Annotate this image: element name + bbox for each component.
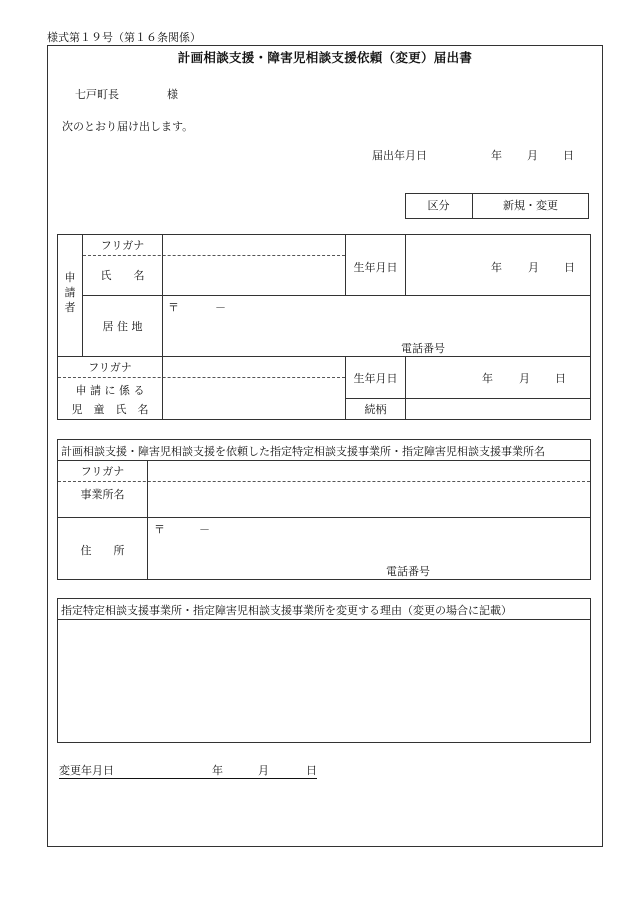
child-birth-day-unit: 日	[555, 372, 566, 385]
child-furigana-label: フリガナ	[88, 361, 132, 374]
provider-address-label: 住 所	[80, 544, 125, 557]
applicant-birth-day-unit: 日	[564, 261, 575, 274]
child-label-line2: 児 童 氏 名	[71, 403, 149, 416]
provider-postal-mark: 〒	[154, 523, 165, 536]
change-month-unit: 月	[258, 764, 269, 777]
applicant-name-label: 氏 名	[100, 269, 145, 282]
form-number: 様式第１９号（第１６条関係）	[47, 31, 201, 44]
form-title: 計画相談支援・障害児相談支援依頼（変更）届出書	[177, 50, 473, 65]
child-label-line1: 申 請 に 係 る	[75, 384, 145, 397]
child-birth-month-unit: 月	[519, 372, 530, 385]
applicant-birth-year-unit: 年	[491, 261, 502, 274]
applicant-birthdate-label: 生年月日	[353, 261, 398, 274]
submission-day-unit: 日	[563, 149, 574, 162]
child-birthdate-label: 生年月日	[353, 372, 398, 385]
applicant-postal-dash: －	[215, 301, 226, 314]
provider-office-name-label: 事業所名	[80, 488, 125, 501]
intro-text: 次のとおり届け出します。	[62, 120, 194, 133]
recipient-name: 七戸町長	[75, 88, 119, 101]
submission-month-unit: 月	[527, 149, 538, 162]
change-year-unit: 年	[212, 764, 223, 777]
provider-furigana-label: フリガナ	[80, 465, 125, 478]
category-value[interactable]: 新規・変更	[503, 199, 558, 212]
child-relationship-label: 続柄	[364, 403, 387, 416]
recipient-honorific: 様	[167, 88, 178, 101]
submission-year-unit: 年	[491, 149, 502, 162]
applicant-address-label: 居 住 地	[102, 320, 143, 333]
applicant-section-label: 申請者	[64, 271, 76, 314]
change-date-label: 変更年月日	[59, 764, 114, 777]
submission-date-label: 届出年月日	[372, 149, 427, 162]
reason-header: 指定特定相談支援事業所・指定障害児相談支援事業所を変更する理由（変更の場合に記載）	[61, 604, 512, 617]
change-date-underline	[59, 778, 317, 779]
applicant-furigana-label: フリガナ	[100, 239, 145, 252]
provider-header: 計画相談支援・障害児相談支援を依頼した指定特定相談支援事業所・指定障害児相談支援事業所名	[61, 445, 545, 458]
provider-phone-label: 電話番号	[386, 565, 430, 578]
applicant-phone-label: 電話番号	[401, 342, 445, 355]
child-birth-year-unit: 年	[482, 372, 493, 385]
applicant-birth-month-unit: 月	[528, 261, 539, 274]
category-label: 区分	[427, 199, 450, 212]
provider-postal-dash: －	[199, 523, 210, 536]
applicant-postal-mark: 〒	[168, 301, 179, 314]
change-day-unit: 日	[306, 764, 317, 777]
